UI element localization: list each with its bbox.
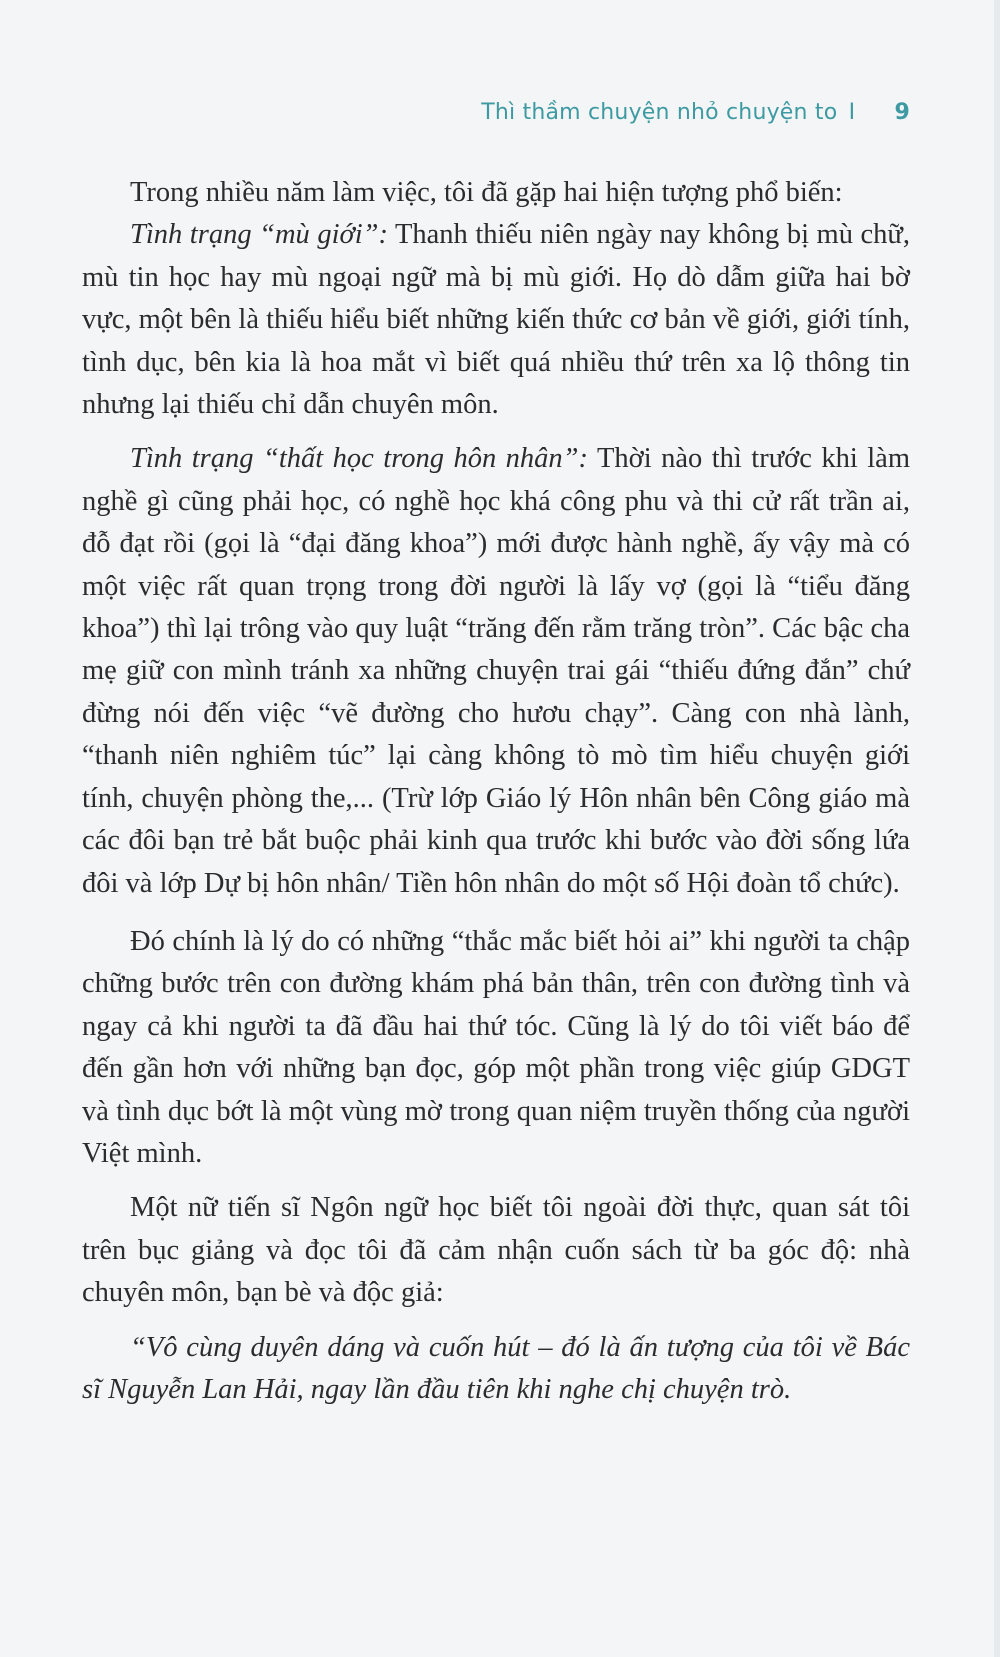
paragraph-text: Một nữ tiến sĩ Ngôn ngữ học biết tôi ngoài đời thực, quan sát tôi trên bục giảng và đọc tôi đã cảm nhận cuốn sách từ ba góc độ: nhà chuyên môn, bạn bè và độc giả:	[82, 1192, 910, 1309]
page-number: 9	[894, 100, 910, 125]
paragraph-quote	[82, 1327, 910, 1412]
paragraph-tien-si	[82, 1187, 910, 1314]
paragraph-term: Tình trạng “mù giới”:	[130, 219, 388, 251]
running-head-separator: I	[848, 100, 856, 125]
paragraph-text: Thanh thiếu niên ngày nay không bị mù chữ, mù tin học hay mù ngoại ngữ mà bị mù giới. Họ dò dẫm giữa hai bờ vực, một bên là thiếu hiểu biết những kiến thức cơ bản về giới, giới tính, tình dục, bên kia là hoa mắt vì biết quá nhiều thứ trên xa lộ thông tin nhưng lại thiếu chỉ dẫn chuyên môn.	[82, 219, 910, 421]
paragraph-text: Thời nào thì trước khi làm nghề gì cũng phải học, có nghề học khá công phu và thi cử rất trần ai, đỗ đạt rồi (gọi là “đại đăng khoa”) mới được hành nghề, ấy vậy mà có một việc rất quan trọng trong đời người là lấy vợ (gọi là “tiểu đăng khoa”) thì lại trông vào quy luật “trăng đến rằm trăng tròn”. Các bậc cha mẹ giữ con mình tránh xa những chuyện trai gái “thiếu đứng đắn” chứ đừng nói đến việc “vẽ đường cho hươu chạy”. Càng con nhà lành, “thanh niên nghiêm túc” lại càng không tò mò tìm hiểu chuyện giới tính, chuyện phòng the,... (Trừ lớp Giáo lý Hôn nhân bên Công giáo mà các đôi bạn trẻ bắt buộc phải kinh qua trước khi bước vào đời sống lứa đôi và lớp Dự bị hôn nhân/ Tiền hôn nhân do một số Hội đoàn tổ chức).	[82, 443, 910, 899]
running-head-title: Thì thầm chuyện nhỏ chuyện to	[481, 100, 838, 125]
paragraph-term: Tình trạng “thất học trong hôn nhân”:	[130, 443, 589, 475]
paragraph-intro	[82, 172, 910, 214]
paragraph-text: “Vô cùng duyên dáng và cuốn hút – đó là ấn tượng của tôi về Bác sĩ Nguyễn Lan Hải, ngay lần đầu tiên khi nghe chị chuyện trò.	[82, 1331, 910, 1405]
running-head	[0, 100, 910, 125]
paragraph-text: Đó chính là lý do có những “thắc mắc biết hỏi ai” khi người ta chập chững bước trên con đường khám phá bản thân, trên con đường tình và ngay cả khi người ta đã đầu hai thứ tóc. Cũng là lý do tôi viết báo để đến gần hơn với những bạn đọc, góp một phần trong việc giúp GDGT và tình dục bớt là một vùng mờ trong quan niệm truyền thống của người Việt mình.	[82, 925, 910, 1169]
body-text	[82, 172, 910, 1411]
paragraph-text: Trong nhiều năm làm việc, tôi đã gặp hai hiện tượng phổ biến:	[130, 177, 843, 208]
paragraph-that-hoc	[82, 438, 910, 904]
paragraph-mu-gioi	[82, 214, 910, 426]
paragraph-ly-do	[82, 921, 910, 1175]
page-edge	[994, 0, 1000, 1657]
